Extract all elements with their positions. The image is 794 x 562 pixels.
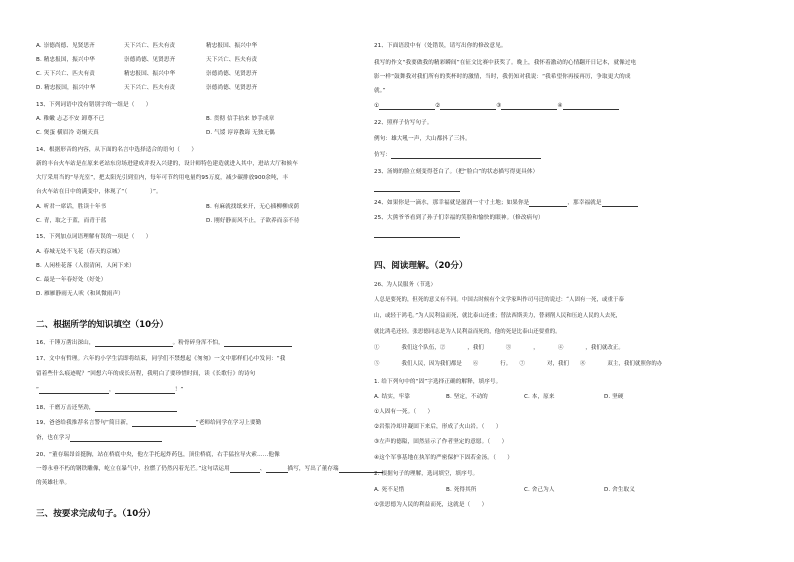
- punctuation: ，: [109, 387, 115, 393]
- option-text: B. 贯彻 信手拈来 妙手成章: [206, 116, 275, 122]
- question-text-line: 留着些什么痕迹呢？”回想六年的成长历程，我明白了要珍惜时间，读《长歌行》的诗句: [36, 371, 256, 377]
- question-13: 13、下列词语中没有错别字的一组是（ ）: [36, 102, 152, 108]
- question-25: 25、大熊爷爷看到了孙子们幸福的笑脸和愉快的眼神。（修改病句）: [374, 215, 544, 221]
- quote-mark: “: [36, 387, 39, 393]
- question-text: 描写，写出了董存瑞: [287, 466, 339, 472]
- option-text: 崇德尚德、见贤思齐: [124, 57, 176, 63]
- option-text: C. 青，取之于蓝，而青于蓝: [36, 218, 107, 224]
- question-text: 。粉骨碎身浑不怕，: [172, 340, 224, 346]
- option-text: A. 结实，牢靠: [374, 394, 411, 400]
- q25-answer-line: [374, 230, 460, 238]
- question-text: 18、千磨万击还坚劲，: [36, 405, 95, 411]
- option-text: 天下兴亡、匹夫有责: [124, 85, 176, 91]
- question-20: 20、“董存瑞昂首挺胸，站在桥底中央，他左手托起炸药包，顶住桥底，右手猛拉导火索……他像: [36, 452, 280, 458]
- answer-blank[interactable]: [115, 387, 175, 394]
- answer-blank[interactable]: [529, 200, 567, 207]
- option-text: D. 刚好静而风不止，子欲养而亲不待: [206, 218, 300, 224]
- option-text: C. 煲蛋 横眉冷 奇炯天真: [36, 130, 99, 136]
- question-23: 23、汤姆的脸立刻变得苍白了。（把“脸白”的状态描写得更具体）: [374, 169, 539, 175]
- question-17: 17、文中有哲理。六年的小学生活即将结束，同学们不禁想起《匆匆》一文中那样们心中发问：“我: [36, 356, 286, 362]
- option-text: 崇德尚德、见贤思齐: [206, 71, 258, 77]
- question-22: 22、照样子仿写句子。: [374, 120, 433, 126]
- option-text: A. 春城无处不飞花（春天的京城）: [36, 249, 124, 255]
- question-text: ”老师给同学在学习上要勤: [195, 420, 262, 426]
- option-text: B. 死得其所: [446, 487, 477, 493]
- q22-write-line: [374, 151, 541, 159]
- option-text: A. 听君一席话，胜读十年书: [36, 204, 107, 210]
- question-text: ，那幸福就是: [567, 200, 602, 206]
- sub-question-item: ③左声的德隘，固然显示了作者坚定的意愿。（ ）: [374, 439, 508, 445]
- question-18: [36, 404, 177, 412]
- option-text: 天下兴亡、匹夫有责: [124, 43, 176, 49]
- option-text: D. 精忠报国，振兴中华: [36, 85, 96, 91]
- sub-question-item: ②岩浆冷却并凝固下来后，形成了火山岩。（ ）: [374, 424, 502, 430]
- answer-blank[interactable]: [391, 152, 541, 159]
- option-text: C. 最是一年春好处（好处）: [36, 277, 107, 283]
- answer-blank[interactable]: [95, 405, 177, 412]
- question-text: 19、爸爸给我推荐名言警句“简日新，: [36, 420, 132, 426]
- question-text: 24、如果你是一滴水，那幸福就是滋润一寸寸土地；如果你是: [374, 200, 530, 206]
- question-15: 15、下列加点词语理解有误的一项是（ ）: [36, 234, 152, 240]
- passage-line: ① 我们这个队伍，② ，我们 ③ ， ④ ，我们就改正。: [374, 345, 624, 351]
- answer-blank[interactable]: [379, 103, 435, 110]
- question-16: [36, 339, 292, 347]
- option-text: B. 坚定，不动的: [446, 394, 488, 400]
- circled-number: ②: [435, 103, 441, 109]
- answer-blank[interactable]: [230, 466, 260, 473]
- question-text-line: 大厅采用当的“导光室”，把太阳光引到室内，每年可节约用电量约95万度，减少碳排放900余吨，丰: [36, 175, 289, 181]
- question-21: 21、下面语段中有（处错误，请写出你的修改意见。: [374, 43, 507, 49]
- q19-line-2: [36, 434, 162, 442]
- answer-blank[interactable]: [501, 103, 557, 110]
- left-column: [36, 0, 356, 562]
- question-text: 仿写：: [374, 152, 392, 158]
- option-text: A. 稚嫩 忐忑不安 卸尊不已: [36, 116, 105, 122]
- option-text: C. 本，原来: [524, 394, 555, 400]
- sub-question-1: 1. 给下列句中的“固”字选择正确的解释，填序号。: [374, 379, 502, 385]
- right-column: [374, 0, 772, 562]
- answer-blank[interactable]: [95, 340, 173, 347]
- question-text-line: 的英雄壮举。: [36, 480, 71, 486]
- question-14: 14、根据形音的内容，从下面的名言中选择适合的语句（ ）: [36, 147, 198, 153]
- question-text-line: 台火车站在日中的满变中，体现了“（ ）”。: [36, 189, 162, 195]
- sub-question-2: 2. 根据句子的理解，选词填空，填序号。: [374, 471, 479, 477]
- sub-question-item: ①人固有一死。（ ）: [374, 409, 434, 415]
- question-26-title: 26、为人民服务（节选）: [374, 282, 436, 288]
- option-text: C. 天下兴亡、匹夫有责: [36, 71, 96, 77]
- option-text: 精忠报国、振兴中华: [206, 43, 258, 49]
- option-text: C. 舍己为人: [524, 487, 555, 493]
- question-text-line: 影一样“鼓舞我对我们所有的奖杯时的激情，当时，我仍知对我说：“我希望你再接再厉，争取更大的成: [374, 74, 631, 80]
- passage-line: 就比鸿毛还轻。张思德同志是为人民利益而死的，他的死是比泰山还要重的。: [374, 329, 561, 335]
- circled-number: ③: [496, 103, 502, 109]
- option-text: 天下兴亡、匹夫有责: [206, 57, 258, 63]
- q21-answer-row: [374, 102, 619, 110]
- answer-blank[interactable]: [602, 200, 638, 207]
- punctuation: 、: [259, 466, 266, 472]
- option-text: B. 有麻就找纸来开，无心插柳柳成荫: [206, 204, 300, 210]
- question-text-line: 就。”: [374, 88, 386, 94]
- answer-blank[interactable]: [266, 466, 288, 473]
- question-text-line: 新的丰台火车站是在原来老站东房场进建成并投入兴建的，设计师特色建造就进入其中，进站大厅和候车: [36, 161, 298, 167]
- option-text: 精忠报国、振兴中华: [124, 71, 176, 77]
- q20-line-2: [36, 465, 383, 473]
- example-sentence: 例句：雄大吼一声，大山都抖了三抖。: [374, 136, 471, 142]
- circled-number: ④: [557, 103, 563, 109]
- option-text: A. 死不足惜: [374, 487, 405, 493]
- sub-question-item: ④这个军事基地在执军的严密保护下固若金汤。（ ）: [374, 455, 513, 461]
- answer-blank[interactable]: [374, 185, 460, 192]
- passage-line: 山，或轻于鸿毛。”为人民利益而死，就比泰山还重；替法西斯卖力，替剥削人民和压迫人民的人去死，: [374, 313, 622, 319]
- option-text: A. 崇德尚德、见贤思齐: [36, 43, 95, 49]
- sub-question-item: ①张思德为人民的利益而死，这就是（ ）: [374, 502, 488, 508]
- circled-number: ①: [374, 103, 380, 109]
- option-text: B. 人闲桂花落（人很清闲，人闲下来）: [36, 263, 135, 269]
- section-heading-3: 三、按要求完成句子。（10分）: [36, 509, 156, 519]
- answer-blank[interactable]: [374, 231, 460, 238]
- option-text: D. 雁雁静雨无人吠（和风微雨声）: [36, 291, 124, 297]
- passage-line: 人总是要死的，但死的意义有不同。中国古时候有个文学家叫作司马迁的说过：“人固有一死，或重于泰: [374, 297, 624, 303]
- q17-answer-line: [36, 386, 183, 394]
- answer-blank[interactable]: [563, 103, 619, 110]
- answer-blank[interactable]: [70, 435, 162, 442]
- option-text: B. 精忠报国，振兴中华: [36, 57, 95, 63]
- answer-blank[interactable]: [224, 340, 292, 347]
- question-text: 16、千锤万凿出深山，: [36, 340, 95, 346]
- question-text: 奋，也在学习: [36, 435, 71, 441]
- question-19: [36, 419, 261, 427]
- option-text: D. 坚硬: [604, 394, 624, 400]
- passage-line: ⑤ 我们人民，因为我们都是 ⑥ 行。 ⑦ 对，我们 ⑧ 双主，我们就照你的办: [374, 361, 663, 367]
- q23-answer-line: [374, 184, 460, 192]
- answer-blank[interactable]: [132, 420, 196, 427]
- question-text-line: 我写的作文“我要做我的精彩瞬间”在征文比赛中获奖了。晚上，我怀着激动的心情翻开日记本，就像过电: [374, 60, 637, 66]
- option-text: D. 舍生取义: [604, 487, 635, 493]
- answer-blank[interactable]: [440, 103, 496, 110]
- question-24: [374, 199, 638, 207]
- section-heading-2: 二、根据所学的知识填空（10分）: [36, 320, 169, 330]
- answer-blank[interactable]: [39, 387, 109, 394]
- quote-mark: ！”: [174, 387, 184, 393]
- section-heading-4: 四、阅读理解。（20分）: [374, 261, 468, 271]
- question-text: 一尊永垂不朽的钢铁雕像，屹立在暴气中，拉燃了仍然闪着光芒。”这句话运用: [36, 466, 230, 472]
- option-text: 崇德尚德、见贤思齐: [206, 85, 258, 91]
- option-text: D. 气馁 谆谆教诲 无独无偶: [206, 130, 275, 136]
